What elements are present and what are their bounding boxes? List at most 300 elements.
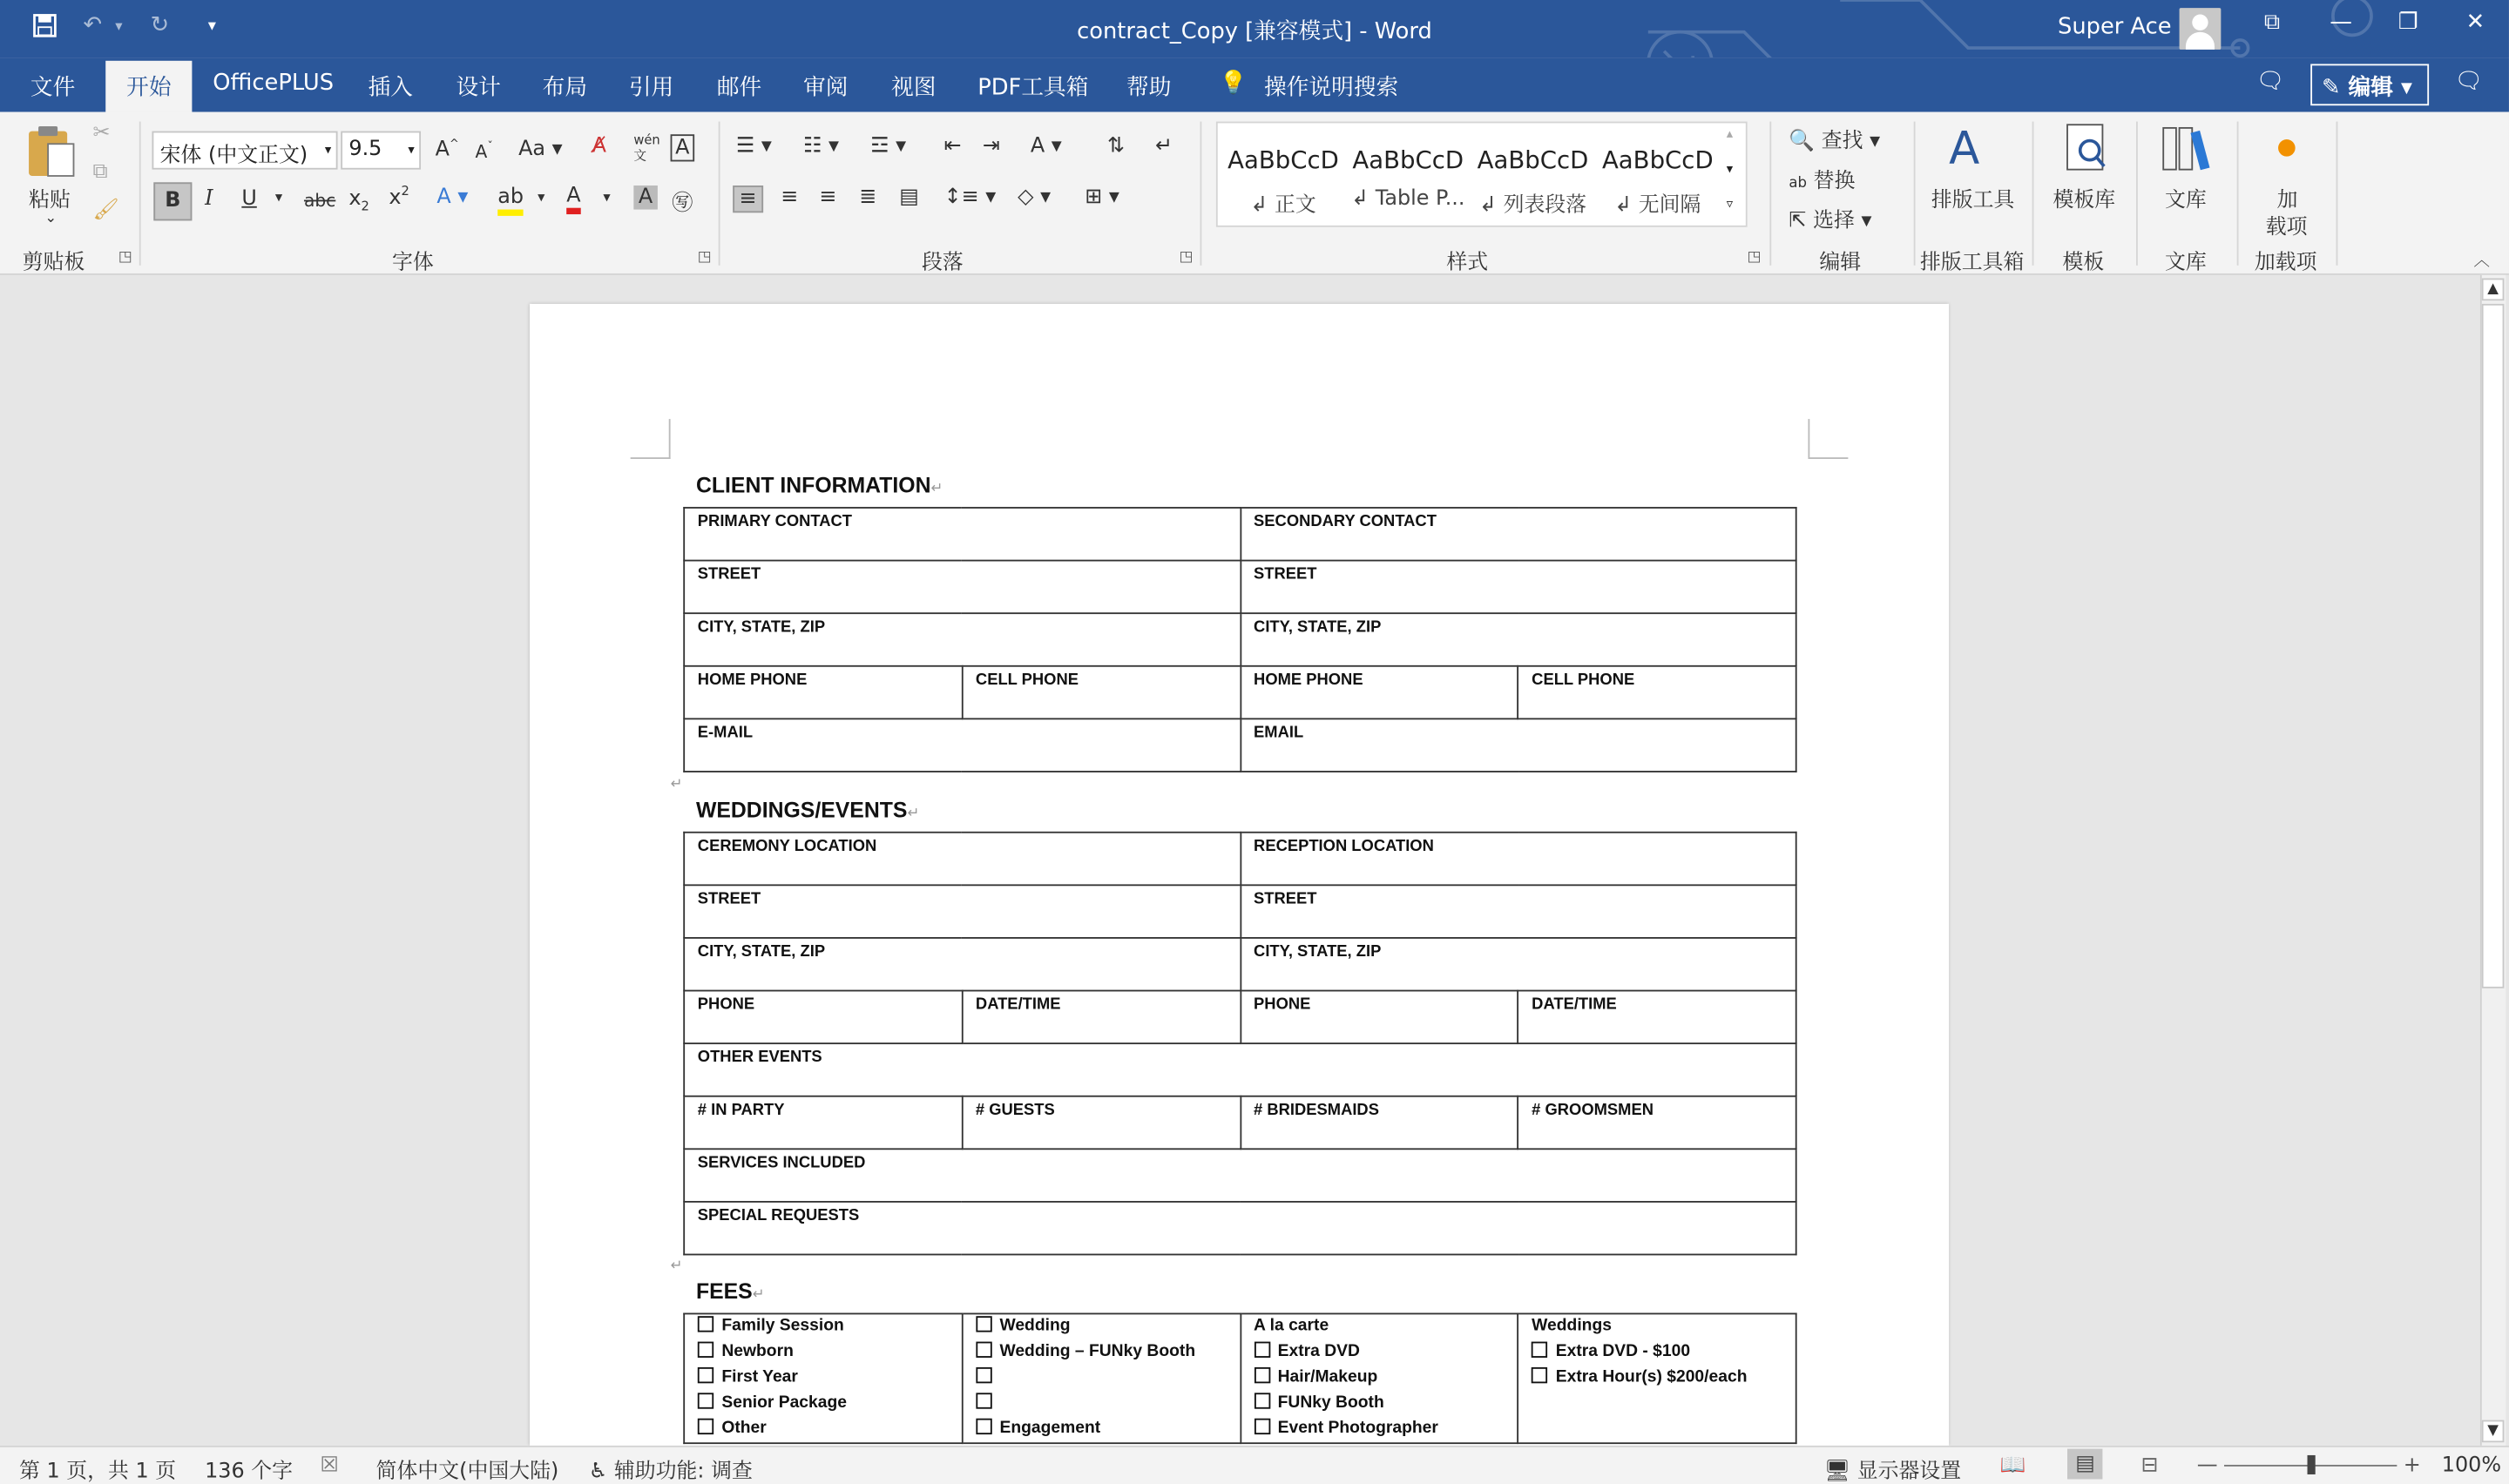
- secondary-contact-cell[interactable]: [1240, 508, 1796, 561]
- cursor-icon: ⇱: [1789, 209, 1807, 234]
- shrink-font-icon[interactable]: $A^ˇ$: [475, 140, 493, 163]
- customize-quick-access-icon[interactable]: ▾: [207, 17, 217, 36]
- style-name: ↲ Table P...: [1351, 186, 1465, 212]
- checkbox[interactable]: [976, 1342, 991, 1358]
- table-row: [684, 1149, 1796, 1202]
- table-row: [684, 833, 1796, 886]
- field-label: HOME PHONE: [1254, 671, 1363, 690]
- checkbox-item[interactable]: [1254, 1340, 1505, 1366]
- format-painter-icon[interactable]: 🖌: [92, 198, 119, 223]
- paragraph-mark: ↵: [670, 1258, 683, 1275]
- find-button[interactable]: 🔍 查找 ▾: [1789, 129, 1881, 154]
- table-row: [684, 1043, 1796, 1096]
- addins-icon[interactable]: ●: [2276, 134, 2297, 160]
- divider: [2237, 122, 2239, 266]
- city-state-zip-cell[interactable]: [684, 613, 1240, 666]
- display-settings-label: 显示器设置: [1856, 1460, 1962, 1484]
- checkbox[interactable]: [698, 1393, 713, 1408]
- character-border-icon[interactable]: A: [671, 134, 694, 161]
- primary-contact-cell[interactable]: [684, 508, 1240, 561]
- clipboard-group-label: 剪贴板: [22, 251, 85, 275]
- scroll-up-icon[interactable]: ▲: [2482, 278, 2505, 300]
- align-right-icon[interactable]: ≡: [819, 185, 837, 210]
- fees-heading-text: FEES: [695, 1278, 753, 1304]
- paragraph-group-label: 段落: [921, 251, 964, 275]
- divider: [1200, 122, 1202, 266]
- checkbox[interactable]: [1254, 1419, 1269, 1434]
- paragraph-mark: ↵: [670, 777, 683, 793]
- checkbox-label: Hair/Makeup: [1277, 1366, 1378, 1386]
- print-layout-icon[interactable]: ▤: [2067, 1449, 2103, 1480]
- field-label: CITY, STATE, ZIP: [1254, 943, 1382, 961]
- divider: [2337, 122, 2338, 266]
- enclose-characters-icon[interactable]: ㊢: [672, 192, 693, 216]
- checkbox-item[interactable]: [698, 1340, 949, 1366]
- events-table: [683, 832, 1796, 1256]
- crop-mark: [1808, 419, 1848, 459]
- email-cell[interactable]: [684, 718, 1240, 772]
- tab-file[interactable]: 文件: [30, 75, 76, 101]
- paste-label[interactable]: 粘贴: [29, 188, 71, 213]
- title-bar: [0, 0, 2509, 57]
- checkbox[interactable]: [1532, 1367, 1547, 1383]
- checkbox-item[interactable]: [698, 1314, 949, 1339]
- tab-officeplus[interactable]: OfficePLUS: [213, 70, 335, 97]
- checkbox-label: Engagement: [999, 1418, 1101, 1438]
- display-settings[interactable]: [1824, 1454, 1961, 1484]
- table-row: [684, 561, 1796, 614]
- user-name[interactable]: Super Ace: [2057, 14, 2172, 40]
- read-mode-icon[interactable]: 📖: [1999, 1454, 2026, 1478]
- comments-icon[interactable]: 🗨: [2255, 68, 2285, 95]
- checkbox[interactable]: [1254, 1367, 1269, 1383]
- tab-view[interactable]: 视图: [891, 75, 937, 101]
- text-effects-icon[interactable]: A ▾: [436, 185, 469, 210]
- home-phone-cell[interactable]: [1240, 666, 1518, 719]
- field-label: STREET: [697, 566, 761, 584]
- fees-column: [684, 1313, 962, 1443]
- events-heading-text: WEDDINGS/EVENTS: [695, 798, 908, 822]
- tab-layout[interactable]: 布局: [542, 75, 588, 101]
- scroll-down-icon[interactable]: ▼: [2482, 1420, 2505, 1443]
- find-label: 查找: [1821, 129, 1863, 154]
- copy-icon[interactable]: ⧉: [92, 159, 108, 185]
- paragraph-launcher-icon[interactable]: ◳: [1179, 249, 1194, 266]
- style-list-paragraph[interactable]: [1471, 123, 1595, 226]
- tab-mailings[interactable]: 邮件: [716, 75, 762, 101]
- proofing-icon[interactable]: ☒: [320, 1454, 339, 1478]
- field-label: DATE/TIME: [1532, 995, 1617, 1015]
- field-label: PHONE: [697, 995, 755, 1015]
- table-row: [684, 508, 1796, 561]
- styles-gallery: [1216, 122, 1748, 227]
- field-label: SERVICES INCLUDED: [697, 1154, 866, 1172]
- checkbox[interactable]: [976, 1419, 991, 1434]
- paragraph-mark: ↵: [752, 1285, 765, 1302]
- show-marks-icon[interactable]: ↵: [1155, 134, 1173, 159]
- divider: [2136, 122, 2138, 266]
- library-button[interactable]: 文库: [2165, 188, 2207, 213]
- fees-column: [1240, 1313, 1518, 1443]
- checkbox-label: Wedding: [999, 1316, 1071, 1336]
- web-layout-icon[interactable]: ⊟: [2140, 1454, 2159, 1478]
- table-row: [684, 1096, 1796, 1150]
- ceremony-location-cell[interactable]: [684, 833, 1240, 886]
- checkbox[interactable]: [698, 1342, 713, 1358]
- replace-icon: ab: [1789, 175, 1808, 192]
- table-row: [684, 885, 1796, 938]
- checkbox[interactable]: [1254, 1342, 1269, 1358]
- checkbox-item[interactable]: [1254, 1366, 1505, 1391]
- column-title: A la carte: [1254, 1316, 1329, 1336]
- field-label: CITY, STATE, ZIP: [697, 618, 826, 637]
- underline-icon[interactable]: U: [241, 186, 257, 212]
- crop-mark: [631, 419, 671, 459]
- divider: [2032, 122, 2034, 266]
- monitor-icon: 🖥: [1823, 1460, 1851, 1484]
- checkbox[interactable]: [698, 1367, 713, 1383]
- font-size-value: 9.5: [348, 137, 382, 162]
- reception-location-cell[interactable]: [1240, 833, 1796, 886]
- style-normal[interactable]: [1221, 123, 1345, 226]
- table-row: [684, 1202, 1796, 1255]
- checkbox[interactable]: [1532, 1342, 1547, 1358]
- fees-table: [683, 1313, 1796, 1445]
- checkbox-label: Extra DVD: [1277, 1341, 1360, 1361]
- library-group-label: 文库: [2165, 251, 2207, 275]
- zoom-in-icon[interactable]: +: [2403, 1454, 2421, 1478]
- word-count[interactable]: 136 个字: [205, 1460, 294, 1484]
- client-heading: [696, 474, 943, 498]
- tab-review[interactable]: 审阅: [803, 75, 849, 101]
- tab-pdf-toolbox[interactable]: PDF工具箱: [977, 75, 1089, 101]
- phonetic-guide-label: wén: [633, 132, 660, 147]
- addins-group-label: 加载项: [2254, 251, 2317, 275]
- collapse-ribbon-icon[interactable]: ︿: [2473, 253, 2490, 271]
- select-label: 选择: [1813, 209, 1855, 234]
- style-name: ↲ 无间隔: [1614, 193, 1701, 218]
- font-name-box[interactable]: [152, 132, 337, 170]
- checkbox-label: Wedding – FUNky Booth: [999, 1341, 1196, 1361]
- fees-column: [1518, 1313, 1796, 1443]
- document-page[interactable]: [530, 304, 1949, 1446]
- style-name: ↲ 列表段落: [1479, 193, 1587, 218]
- grow-font-icon[interactable]: A^: [435, 137, 459, 163]
- checkbox-label: Extra Hour(s) $200/each: [1555, 1366, 1748, 1386]
- field-label: PRIMARY CONTACT: [697, 513, 853, 531]
- paste-icon: [23, 122, 80, 179]
- page-count[interactable]: 第 1 页，共 1 页: [19, 1460, 177, 1484]
- ribbon: [0, 112, 2509, 275]
- checkbox-item[interactable]: [698, 1417, 949, 1442]
- change-case-button[interactable]: Aa ▾: [518, 137, 563, 162]
- field-label: SECONDARY CONTACT: [1254, 513, 1437, 531]
- email-cell[interactable]: [1240, 718, 1796, 772]
- tab-help[interactable]: 帮助: [1126, 75, 1172, 101]
- clear-formatting-icon[interactable]: A̸: [592, 134, 606, 159]
- field-label: DATE/TIME: [975, 995, 1061, 1015]
- home-phone-cell[interactable]: [684, 666, 962, 719]
- styles-group-label: 样式: [1446, 251, 1489, 275]
- table-row: [684, 666, 1796, 719]
- distributed-icon[interactable]: ▤: [899, 185, 919, 210]
- font-name-dropdown-icon[interactable]: ▾: [324, 142, 332, 157]
- phone-cell[interactable]: [1240, 991, 1518, 1044]
- sort-icon[interactable]: ⇅: [1106, 134, 1126, 159]
- select-button[interactable]: ⇱ 选择 ▾: [1789, 209, 1872, 234]
- editing-group-label: 编辑: [1819, 251, 1862, 275]
- field-label: CELL PHONE: [1532, 671, 1635, 690]
- lightbulb-icon: 💡: [1219, 70, 1248, 97]
- chinese-layout-icon[interactable]: A ▾: [1030, 134, 1062, 159]
- strikethrough-icon[interactable]: abc: [303, 190, 336, 212]
- field-label: EMAIL: [1254, 724, 1304, 742]
- addins-button-line2[interactable]: 载项: [2265, 215, 2308, 240]
- field-label: # BRIDESMAIDS: [1254, 1102, 1379, 1120]
- field-label: # IN PARTY: [697, 1102, 785, 1120]
- highlight-color-icon[interactable]: ab: [497, 186, 524, 216]
- field-label: STREET: [1254, 890, 1317, 908]
- paragraph-mark: ↵: [907, 804, 920, 820]
- zoom-slider-thumb[interactable]: [2308, 1455, 2316, 1474]
- close-icon[interactable]: ✕: [2465, 10, 2485, 36]
- date-time-cell[interactable]: [962, 991, 1240, 1044]
- ribbon-display-options-icon[interactable]: ⧉: [2263, 10, 2281, 36]
- layout-tools-icon[interactable]: A: [1949, 121, 1980, 175]
- style-no-spacing[interactable]: [1595, 123, 1720, 226]
- groomsmen-cell[interactable]: [1518, 1096, 1796, 1150]
- zoom-out-icon[interactable]: —: [2196, 1454, 2218, 1478]
- table-row: [684, 1313, 1796, 1443]
- font-launcher-icon[interactable]: ◳: [697, 249, 712, 266]
- city-state-zip-cell[interactable]: [684, 938, 1240, 991]
- services-included-cell[interactable]: [684, 1149, 1796, 1202]
- undo-dropdown-icon[interactable]: ▾: [115, 19, 123, 36]
- templates-group-label: 模板: [2062, 251, 2105, 275]
- borders-icon[interactable]: ⊞ ▾: [1085, 185, 1119, 210]
- paste-dropdown-icon[interactable]: ⌄: [44, 211, 57, 227]
- guests-cell[interactable]: [962, 1096, 1240, 1150]
- checkbox-item[interactable]: [976, 1314, 1227, 1339]
- addins-button-line1[interactable]: 加: [2276, 188, 2298, 213]
- undo-icon[interactable]: ↶: [83, 12, 103, 39]
- font-name-value: 宋体 (中文正文): [159, 144, 308, 168]
- checkbox-label: Senior Package: [721, 1393, 848, 1413]
- cell-phone-cell[interactable]: [1518, 666, 1796, 719]
- checkbox-item[interactable]: [698, 1366, 949, 1391]
- checkbox-item[interactable]: [698, 1391, 949, 1416]
- city-state-zip-cell[interactable]: [1240, 613, 1796, 666]
- checkbox-label: Newborn: [721, 1341, 794, 1361]
- change-case-label: Aa: [518, 137, 546, 162]
- field-label: # GROOMSMEN: [1532, 1102, 1654, 1120]
- field-label: SPECIAL REQUESTS: [697, 1207, 860, 1225]
- avatar[interactable]: [2180, 8, 2222, 50]
- bullets-icon[interactable]: ☰ ▾: [735, 134, 772, 159]
- table-row: [684, 718, 1796, 772]
- style-table-paragraph[interactable]: [1346, 123, 1471, 226]
- street-cell[interactable]: [1240, 885, 1796, 938]
- replace-label: 替换: [1813, 169, 1856, 194]
- field-label: OTHER EVENTS: [697, 1049, 822, 1067]
- align-center-icon[interactable]: ≡: [781, 185, 799, 210]
- fees-heading: [696, 1279, 765, 1304]
- status-bar: [0, 1446, 2509, 1484]
- align-left-icon[interactable]: ≡: [733, 186, 763, 212]
- checkbox[interactable]: [976, 1367, 991, 1383]
- italic-icon[interactable]: I: [205, 186, 213, 212]
- checkbox-item[interactable]: [1532, 1340, 1782, 1366]
- phone-cell[interactable]: [684, 991, 962, 1044]
- font-size-box[interactable]: [341, 132, 421, 170]
- field-label: STREET: [1254, 566, 1317, 584]
- street-cell[interactable]: [684, 885, 1240, 938]
- restore-icon[interactable]: ❐: [2397, 10, 2418, 36]
- multilevel-list-icon[interactable]: ☲ ▾: [870, 134, 907, 159]
- style-sample: AaBbCcD: [1601, 145, 1714, 175]
- editing-mode-button[interactable]: ✎ 编辑 ▾: [2310, 64, 2429, 105]
- styles-scroll-up-icon[interactable]: ▴: [1726, 126, 1734, 141]
- template-library-icon[interactable]: [2064, 122, 2108, 179]
- font-group-label: 字体: [391, 251, 434, 275]
- font-color-icon[interactable]: A: [566, 184, 580, 214]
- underline-dropdown-icon[interactable]: ▾: [274, 190, 283, 206]
- redo-icon[interactable]: ↻: [150, 12, 170, 39]
- decrease-indent-icon[interactable]: ⇤: [943, 134, 962, 159]
- paragraph-mark: ↵: [930, 479, 943, 496]
- style-sample: AaBbCcD: [1477, 145, 1589, 175]
- checkbox[interactable]: [698, 1316, 713, 1332]
- layout-tools-group-label: 排版工具箱: [1920, 251, 2025, 275]
- checkbox-item[interactable]: [976, 1366, 1227, 1391]
- ribbon-tabs: [0, 57, 2509, 111]
- checkbox[interactable]: [976, 1393, 991, 1408]
- field-label: # GUESTS: [975, 1102, 1055, 1120]
- field-label: PHONE: [1254, 995, 1311, 1015]
- field-label: E-MAIL: [697, 724, 754, 742]
- phonetic-guide-icon[interactable]: wén 文: [633, 132, 660, 164]
- character-shading-icon[interactable]: A: [633, 186, 657, 210]
- field-label: CELL PHONE: [975, 671, 1079, 690]
- field-label: CITY, STATE, ZIP: [1254, 618, 1382, 637]
- window-title: contract_Copy [兼容模式] - Word: [1077, 19, 1432, 45]
- checkbox-item[interactable]: [1254, 1391, 1505, 1416]
- tab-references[interactable]: 引用: [628, 75, 674, 101]
- checkbox[interactable]: [976, 1316, 991, 1332]
- checkbox-label: First Year: [721, 1366, 798, 1386]
- style-sample: AaBbCcD: [1227, 145, 1339, 175]
- tab-insert[interactable]: 插入: [368, 75, 413, 101]
- font-size-dropdown-icon[interactable]: ▾: [408, 142, 415, 157]
- checkbox-label: Family Session: [721, 1316, 844, 1336]
- table-row: [684, 613, 1796, 666]
- special-requests-cell[interactable]: [684, 1202, 1796, 1255]
- street-cell[interactable]: [684, 561, 1240, 614]
- field-label: HOME PHONE: [697, 671, 808, 690]
- checkbox-item[interactable]: [976, 1391, 1227, 1416]
- search-icon: 🔍: [1789, 129, 1816, 154]
- zoom-level[interactable]: 100%: [2441, 1454, 2502, 1478]
- minimize-icon[interactable]: —: [2330, 10, 2352, 36]
- street-cell[interactable]: [1240, 561, 1796, 614]
- field-label: STREET: [697, 890, 761, 908]
- scrollbar-thumb[interactable]: [2482, 304, 2505, 988]
- table-row: [684, 991, 1796, 1044]
- line-spacing-icon[interactable]: ↕≡ ▾: [943, 185, 997, 210]
- fees-column: [962, 1313, 1240, 1443]
- justify-icon[interactable]: ≣: [859, 185, 877, 210]
- bridesmaids-cell[interactable]: [1240, 1096, 1518, 1150]
- city-state-zip-cell[interactable]: [1240, 938, 1796, 991]
- checkbox-label: Extra DVD - $100: [1555, 1341, 1691, 1361]
- paste-button[interactable]: [23, 122, 80, 186]
- subscript-icon[interactable]: $x_2$: [348, 186, 369, 214]
- tab-design[interactable]: 设计: [456, 75, 501, 101]
- language-status[interactable]: 简体中文(中国大陆): [375, 1460, 559, 1484]
- editing-mode-label: 编辑: [2348, 75, 2393, 101]
- cut-icon[interactable]: ✂: [92, 121, 111, 146]
- checkbox-item[interactable]: [1254, 1417, 1505, 1442]
- clipboard-launcher-icon[interactable]: ◳: [118, 249, 132, 266]
- checkbox-item[interactable]: [1532, 1366, 1782, 1391]
- checkbox-item[interactable]: [976, 1417, 1227, 1442]
- column-title: Weddings: [1532, 1316, 1612, 1336]
- styles-more-icon[interactable]: ▿: [1726, 196, 1734, 212]
- divider: [1769, 122, 1771, 266]
- field-label: RECEPTION LOCATION: [1254, 838, 1434, 856]
- layout-tools-button[interactable]: 排版工具: [1931, 188, 2015, 213]
- checkbox-label: FUNky Booth: [1277, 1393, 1384, 1413]
- divider: [1914, 122, 1916, 266]
- style-name: ↲ 正文: [1250, 193, 1316, 218]
- checkbox[interactable]: [698, 1419, 713, 1434]
- template-library-button[interactable]: 模板库: [2053, 188, 2116, 213]
- accessibility-label: 辅助功能: 调查: [613, 1460, 753, 1484]
- date-time-cell[interactable]: [1518, 991, 1796, 1044]
- replace-button[interactable]: [1789, 163, 1855, 193]
- highlight-dropdown-icon[interactable]: ▾: [538, 190, 545, 206]
- divider: [719, 122, 720, 266]
- table-row: [684, 938, 1796, 991]
- superscript-icon[interactable]: $x^2$: [389, 184, 409, 211]
- checkbox[interactable]: [1254, 1393, 1269, 1408]
- checkbox-label: Other: [721, 1418, 767, 1438]
- styles-scroll-down-icon[interactable]: ▾: [1726, 161, 1734, 176]
- divider: [139, 122, 141, 266]
- field-label: CITY, STATE, ZIP: [697, 943, 826, 961]
- bold-icon[interactable]: B: [153, 182, 192, 220]
- share-comment-icon[interactable]: 🗨: [2454, 68, 2484, 95]
- checkbox-item[interactable]: [976, 1340, 1227, 1366]
- library-icon[interactable]: [2161, 122, 2212, 179]
- font-color-dropdown-icon[interactable]: ▾: [603, 190, 611, 206]
- in-party-cell[interactable]: [684, 1096, 962, 1150]
- client-info-table: [683, 507, 1796, 772]
- accessibility-icon: ♿: [588, 1460, 608, 1484]
- increase-indent-icon[interactable]: ⇥: [982, 134, 1000, 159]
- checkbox-label: Event Photographer: [1277, 1418, 1438, 1438]
- cell-phone-cell[interactable]: [962, 666, 1240, 719]
- tell-me-search[interactable]: 操作说明搜索: [1263, 75, 1399, 101]
- accessibility-status[interactable]: [589, 1454, 753, 1484]
- other-events-cell[interactable]: [684, 1043, 1796, 1096]
- style-sample: AaBbCcD: [1352, 145, 1464, 175]
- numbering-icon[interactable]: ☷ ▾: [803, 134, 840, 159]
- styles-launcher-icon[interactable]: ◳: [1747, 249, 1762, 266]
- tab-home[interactable]: 开始: [105, 61, 192, 112]
- shading-icon[interactable]: ◇ ▾: [1018, 185, 1052, 210]
- client-heading-text: CLIENT INFORMATION: [695, 473, 931, 498]
